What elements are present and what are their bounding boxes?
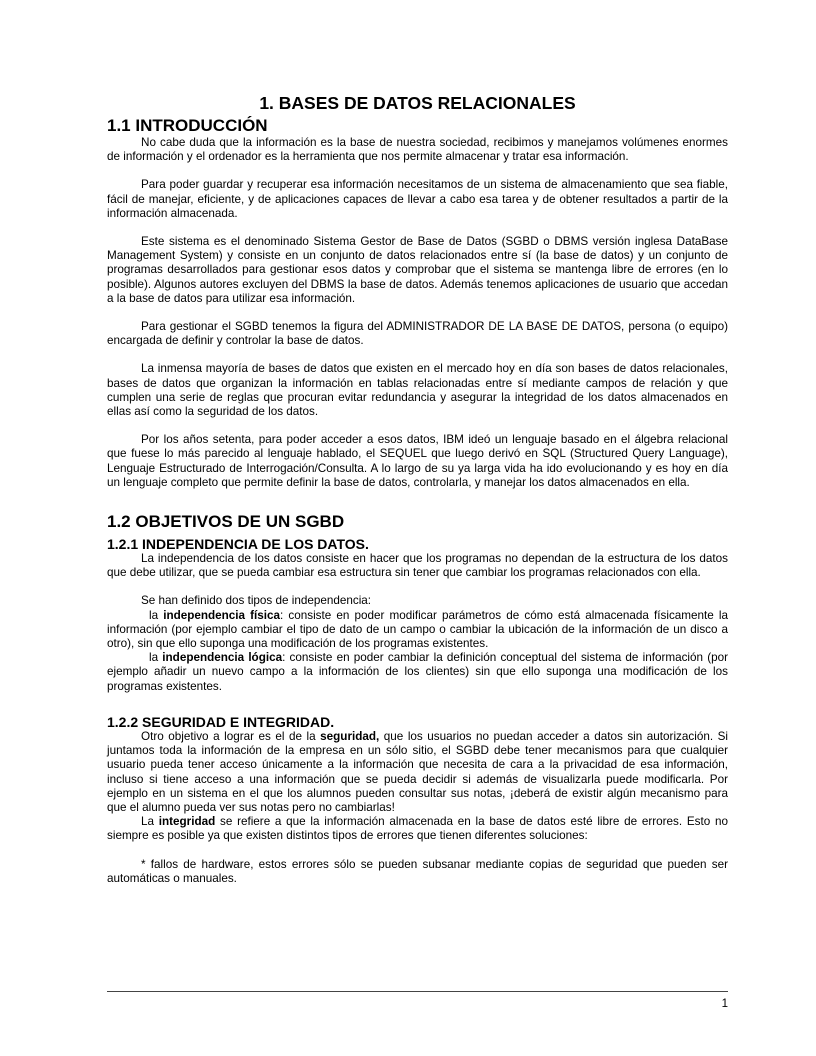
paragraph: * fallos de hardware, estos errores sólo se pueden subsanar mediante copias de seguridad que pueden ser automáticas o manuales. <box>107 857 728 885</box>
paragraph: La inmensa mayoría de bases de datos que existen en el mercado hoy en día son bases de datos relacionales, bases de datos que organizan la información en tablas relacionadas entre sí mediante campos de relación y que cumplen una serie de reglas que procuran evitar redundancia y asegurar la integridad de los datos almacenados en ellas así como la seguridad de los datos. <box>107 362 728 419</box>
paragraph: Por los años setenta, para poder acceder a esos datos, IBM ideó un lenguaje basado en el álgebra relacional que fuese lo más parecido al lenguaje hablado, el SEQUEL que luego derivó en SQL (Structured Query Language), Lenguaje Estructurado de Interrogación/Consulta. A lo largo de su ya larga vida ha ido evolucionando y es hoy en día un lenguaje completo que permite definir la base de datos, controlarla, y manejar los datos almacenados en ella. <box>107 433 728 489</box>
term-independencia-fisica: independencia física <box>163 608 281 622</box>
document-page <box>107 92 728 886</box>
term-integridad: integridad <box>158 815 216 829</box>
paragraph-independencia-logica: la independencia lógica: consiste en poder cambiar la definición conceptual del sistema de información (por ejemplo añadir un nuevo campo a la información de los clientes) sin que ello suponga una modificación de los programas existentes. <box>107 651 728 693</box>
section-heading-introduccion: 1.1 INTRODUCCIÓN <box>107 116 268 135</box>
paragraph-seguridad: Otro objetivo a lograr es el de la seguridad, que los usuarios no puedan acceder a datos sin autorización. Si juntamos toda la información de la empresa en un sólo sitio, el SGBD debe tener mecanismos para que cualquier usuario pueda tener acceso únicamente a la información que necesita de cara a la privacidad de esa información, incluso si tiene acceso a una información que se pueda decidir si además de visualizarla puede modificarla. Por ejemplo en un sistema en el que los alumnos pueden consultar sus notas, ¡deberá de existir algún mecanismo para que el alumno pueda ver sus notas pero no cambiarlas! <box>107 729 728 814</box>
paragraph: Para poder guardar y recuperar esa información necesitamos de un sistema de almacenamiento que sea fiable, fácil de manejar, eficiente, y de aplicaciones capaces de llevar a cabo esa tarea y de obtener resultados a partir de la información almacenada. <box>107 178 728 220</box>
page-number: 1 <box>721 998 728 1010</box>
term-seguridad: seguridad, <box>320 729 380 743</box>
paragraph: Para gestionar el SGBD tenemos la figura del ADMINISTRADOR DE LA BASE DE DATOS, persona (o equipo) encargada de definir y controlar la base de datos. <box>107 320 728 348</box>
paragraph: Este sistema es el denominado Sistema Gestor de Base de Datos (SGBD o DBMS versión inglesa DataBase Management System) y consiste en un conjunto de datos relacionados entre sí (la base de datos) y un conjunto de programas desarrollados para gestionar esos datos y comprobar que el sistema se mantenga libre de errores (en lo posible). Algunos autores excluyen del DBMS la base de datos. Además tenemos aplicaciones de usuario que accedan a la base de datos para utilizar esa información. <box>107 235 728 305</box>
paragraph-independencia-fisica: la independencia física: consiste en poder modificar parámetros de cómo está almacenada físicamente la información (por ejemplo cambiar el tipo de dato de un campo o cambiar la ubicación de la información de un disco a otro), sin que ello suponga una modificación de los programas existentes. <box>107 608 728 651</box>
paragraph: No cabe duda que la información es la base de nuestra sociedad, recibimos y manejamos volúmenes enormes de información y el ordenador es la herramienta que nos permite almacenar y tratar esa información. <box>107 136 728 164</box>
paragraph-integridad: La integridad se refiere a que la información almacenada en la base de datos esté libre de errores. Esto no siempre es posible ya que existen distintos tipos de errores que tienen diferentes soluciones: <box>107 815 729 843</box>
subsection-heading-seguridad: 1.2.2 SEGURIDAD E INTEGRIDAD. <box>107 713 335 730</box>
chapter-title: 1. BASES DE DATOS RELACIONALES <box>259 93 576 113</box>
section-heading-objetivos: 1.2 OBJETIVOS DE UN SGBD <box>107 512 345 532</box>
paragraph: Se han definido dos tipos de independencia: <box>141 594 372 608</box>
paragraph: La independencia de los datos consiste en hacer que los programas no dependan de la estructura de los datos que debe utilizar, que se pueda cambiar esa estructura sin tener que cambiar los programas relacionados con ella. <box>107 552 728 580</box>
term-independencia-logica: independencia lógica <box>162 651 283 665</box>
footer-divider <box>107 991 728 992</box>
subsection-heading-independencia: 1.2.1 INDEPENDENCIA DE LOS DATOS. <box>107 536 369 553</box>
